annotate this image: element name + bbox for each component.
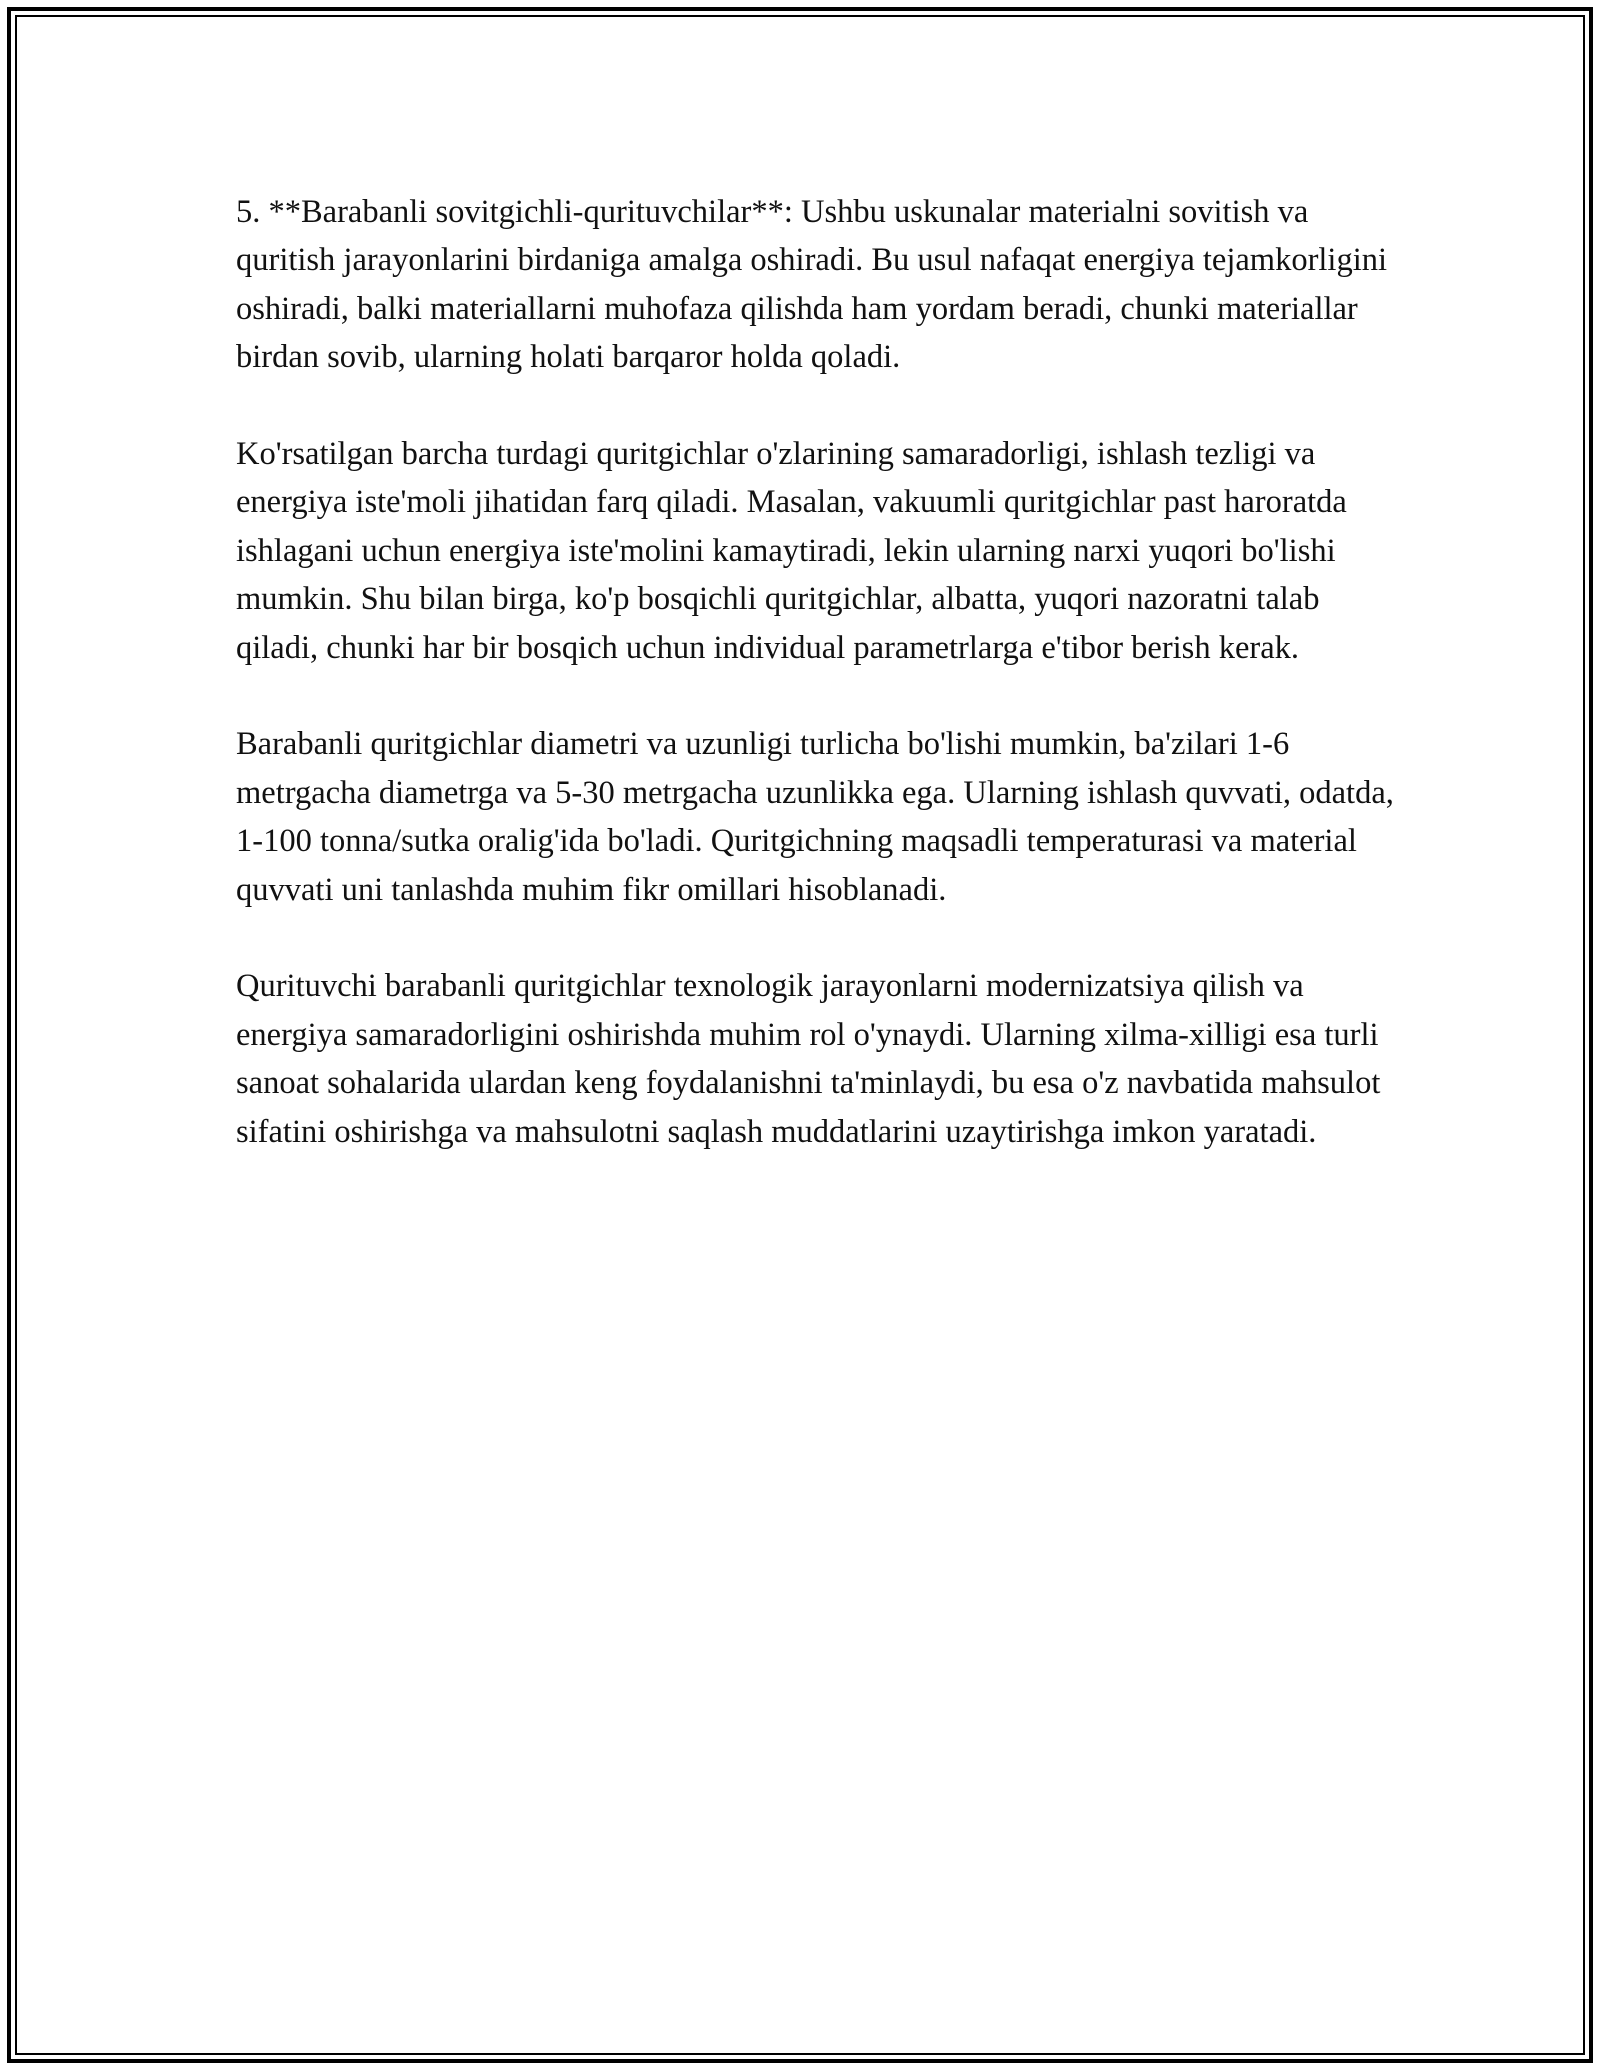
paragraph-quritgichlar-farqi: Ko'rsatilgan barcha turdagi quritgichlar o'zlarining samaradorligi, ishlash tezligi va energiya iste'moli jihatidan farq qiladi. Masalan, vakuumli quritgichlar past haroratda ishlagani uchun energiya iste'molini kamaytiradi, lekin ularning narxi yuqori bo'lishi mumkin. Shu bilan birga, ko'p bosqichli quritgichlar, albatta, yuqori nazoratni talab qiladi, chunki har bir bosqich uchun individual parametrlarga e'tibor berish kerak.	[236, 436, 1347, 666]
paragraph-barabanli-sovitgichli: 5. **Barabanli sovitgichli-qurituvchilar**: Ushbu uskunalar materialni sovitish va quritish jarayonlarini birdaniga amalga oshiradi. Bu usul nafaqat energiya tejamkorligini oshiradi, balki materiallarni muhofaza qilishda ham yordam beradi, chunki materiallar birdan sovib, ularning holati barqaror holda qoladi.	[236, 194, 1388, 376]
paragraph-xulosa: Qurituvchi barabanli quritgichlar texnologik jarayonlarni modernizatsiya qilish va energiya samaradorligini oshirishda muhim rol o'ynaydi. Ularning xilma-xilligi esa turli sanoat sohalarida ulardan keng foydalanishni ta'minlaydi, bu esa o'z navbatida mahsulot sifatini oshirishga va mahsulotni saqlash muddatlarini uzaytirishga imkon yaratadi.	[236, 968, 1381, 1150]
paragraph-barabanli-olchamlari: Barabanli quritgichlar diametri va uzunligi turlicha bo'lishi mumkin, ba'zilari 1-6 metrgacha diametrga va 5-30 metrgacha uzunlikka ega. Ularning ishlash quvvati, odatda, 1-100 tonna/sutka oralig'ida bo'ladi. Quritgichning maqsadli temperaturasi va material quvvati uni tanlashda muhim fikr omillari hisoblanadi.	[236, 726, 1394, 908]
document-body	[236, 188, 1396, 1204]
